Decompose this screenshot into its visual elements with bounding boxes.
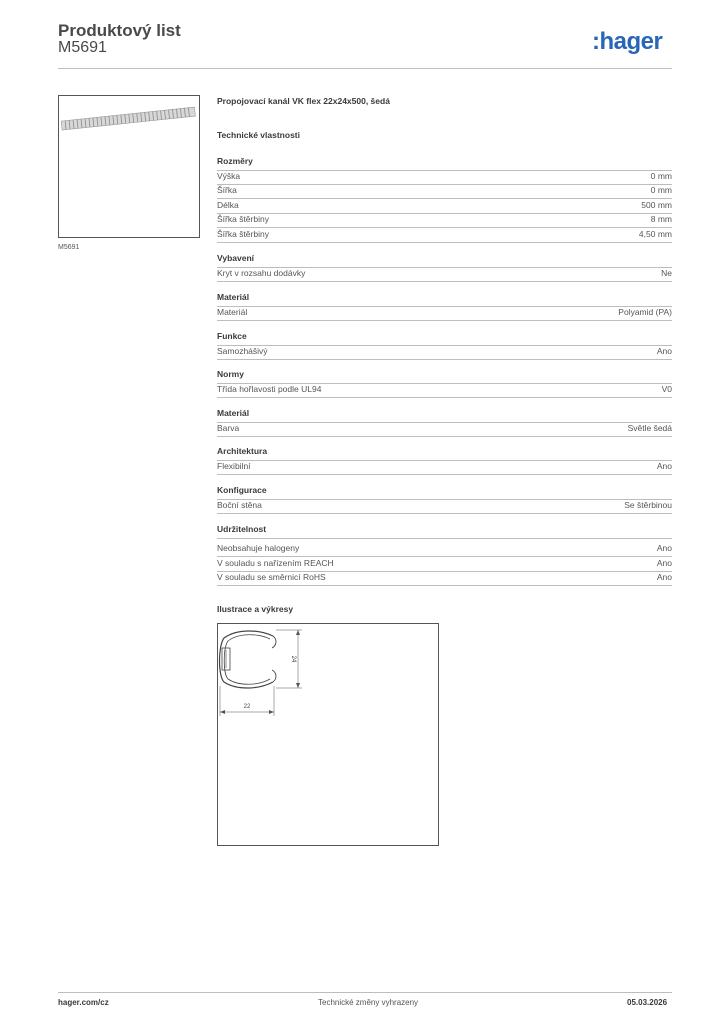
illustrations-heading: Ilustrace a výkresy	[217, 604, 294, 614]
section-title-function: Funkce	[217, 331, 672, 346]
row-value: Ne	[661, 268, 672, 278]
duct-cross-section-drawing	[218, 624, 438, 845]
row-value: Ano	[656, 461, 672, 471]
table-row	[217, 383, 672, 398]
row-value: Ano	[656, 346, 672, 356]
row-label: Kryt v rozsahu dodávky	[217, 268, 306, 278]
table-row	[217, 460, 672, 475]
table-row	[217, 228, 672, 243]
table-row	[217, 184, 672, 199]
row-label: Šířka štěrbiny	[217, 229, 269, 239]
row-value: Polyamid (PA)	[618, 307, 672, 317]
table-row	[217, 345, 672, 360]
row-value: 0 mm	[650, 171, 672, 181]
row-label: Materiál	[217, 307, 248, 317]
row-value: V0	[661, 384, 672, 394]
row-label: Neobsahuje halogeny	[217, 543, 300, 553]
table-row	[217, 557, 672, 572]
table-row	[217, 542, 672, 557]
page-title: Produktový list	[58, 21, 181, 40]
product-code: M5691	[58, 39, 107, 56]
product-name: Propojovací kanál VK flex 22x24x500, šedá	[217, 96, 390, 106]
section-title-dimensions: Rozměry	[217, 156, 672, 171]
row-label: V souladu s nařízením REACH	[217, 558, 334, 568]
table-row	[217, 213, 672, 228]
table-row	[217, 306, 672, 321]
footer-notice: Technické změny vyhrazeny	[318, 998, 419, 1007]
hager-logo[interactable]: :hager	[592, 28, 663, 55]
table-row	[217, 499, 672, 514]
row-label: Boční stěna	[217, 500, 262, 510]
dimension-height-label: 24	[290, 655, 296, 663]
product-image-caption: M5691	[58, 244, 80, 251]
row-label: Barva	[217, 423, 240, 433]
row-value: Ano	[656, 558, 672, 568]
section-title-architecture: Architektura	[217, 446, 672, 461]
footer-date: 05.03.2026	[627, 998, 668, 1007]
section-title-configuration: Konfigurace	[217, 485, 672, 500]
row-value: 500 mm	[641, 200, 672, 210]
row-label: Šířka štěrbiny	[217, 214, 269, 224]
table-row	[217, 422, 672, 437]
footer-divider	[58, 992, 672, 993]
row-label: Délka	[217, 200, 239, 210]
footer-website-link[interactable]: hager.com/cz	[58, 998, 109, 1007]
row-label: Samozhášivý	[217, 346, 268, 356]
row-value: 0 mm	[650, 185, 672, 195]
row-value: Světle šedá	[627, 423, 672, 433]
section-title-sustainability: Udržitelnost	[217, 524, 672, 539]
technical-properties-heading: Technické vlastnosti	[217, 130, 300, 140]
table-row	[217, 571, 672, 586]
table-row	[217, 267, 672, 282]
header-divider	[58, 68, 672, 69]
section-title-equipment: Vybavení	[217, 253, 672, 268]
row-value: Ano	[656, 572, 672, 582]
section-title-standards: Normy	[217, 369, 672, 384]
product-image	[58, 95, 200, 238]
row-label: Výška	[217, 171, 241, 181]
technical-drawing	[217, 623, 439, 846]
row-label: V souladu se směrnicí RoHS	[217, 572, 326, 582]
row-value: Se štěrbinou	[624, 500, 672, 510]
logo-text: hager	[599, 28, 663, 55]
table-row	[217, 199, 672, 214]
row-value: 8 mm	[650, 214, 672, 224]
row-label: Flexibilní	[217, 461, 251, 471]
section-title-material-color: Materiál	[217, 408, 672, 423]
table-row	[217, 170, 672, 185]
row-label: Třída hořlavosti podle UL94	[217, 384, 322, 394]
row-label: Šířka	[217, 185, 237, 195]
row-value: Ano	[656, 543, 672, 553]
section-title-material: Materiál	[217, 292, 672, 307]
cable-duct-picture	[59, 96, 199, 237]
dimension-width-label: 22	[243, 704, 251, 710]
row-value: 4,50 mm	[638, 229, 672, 239]
